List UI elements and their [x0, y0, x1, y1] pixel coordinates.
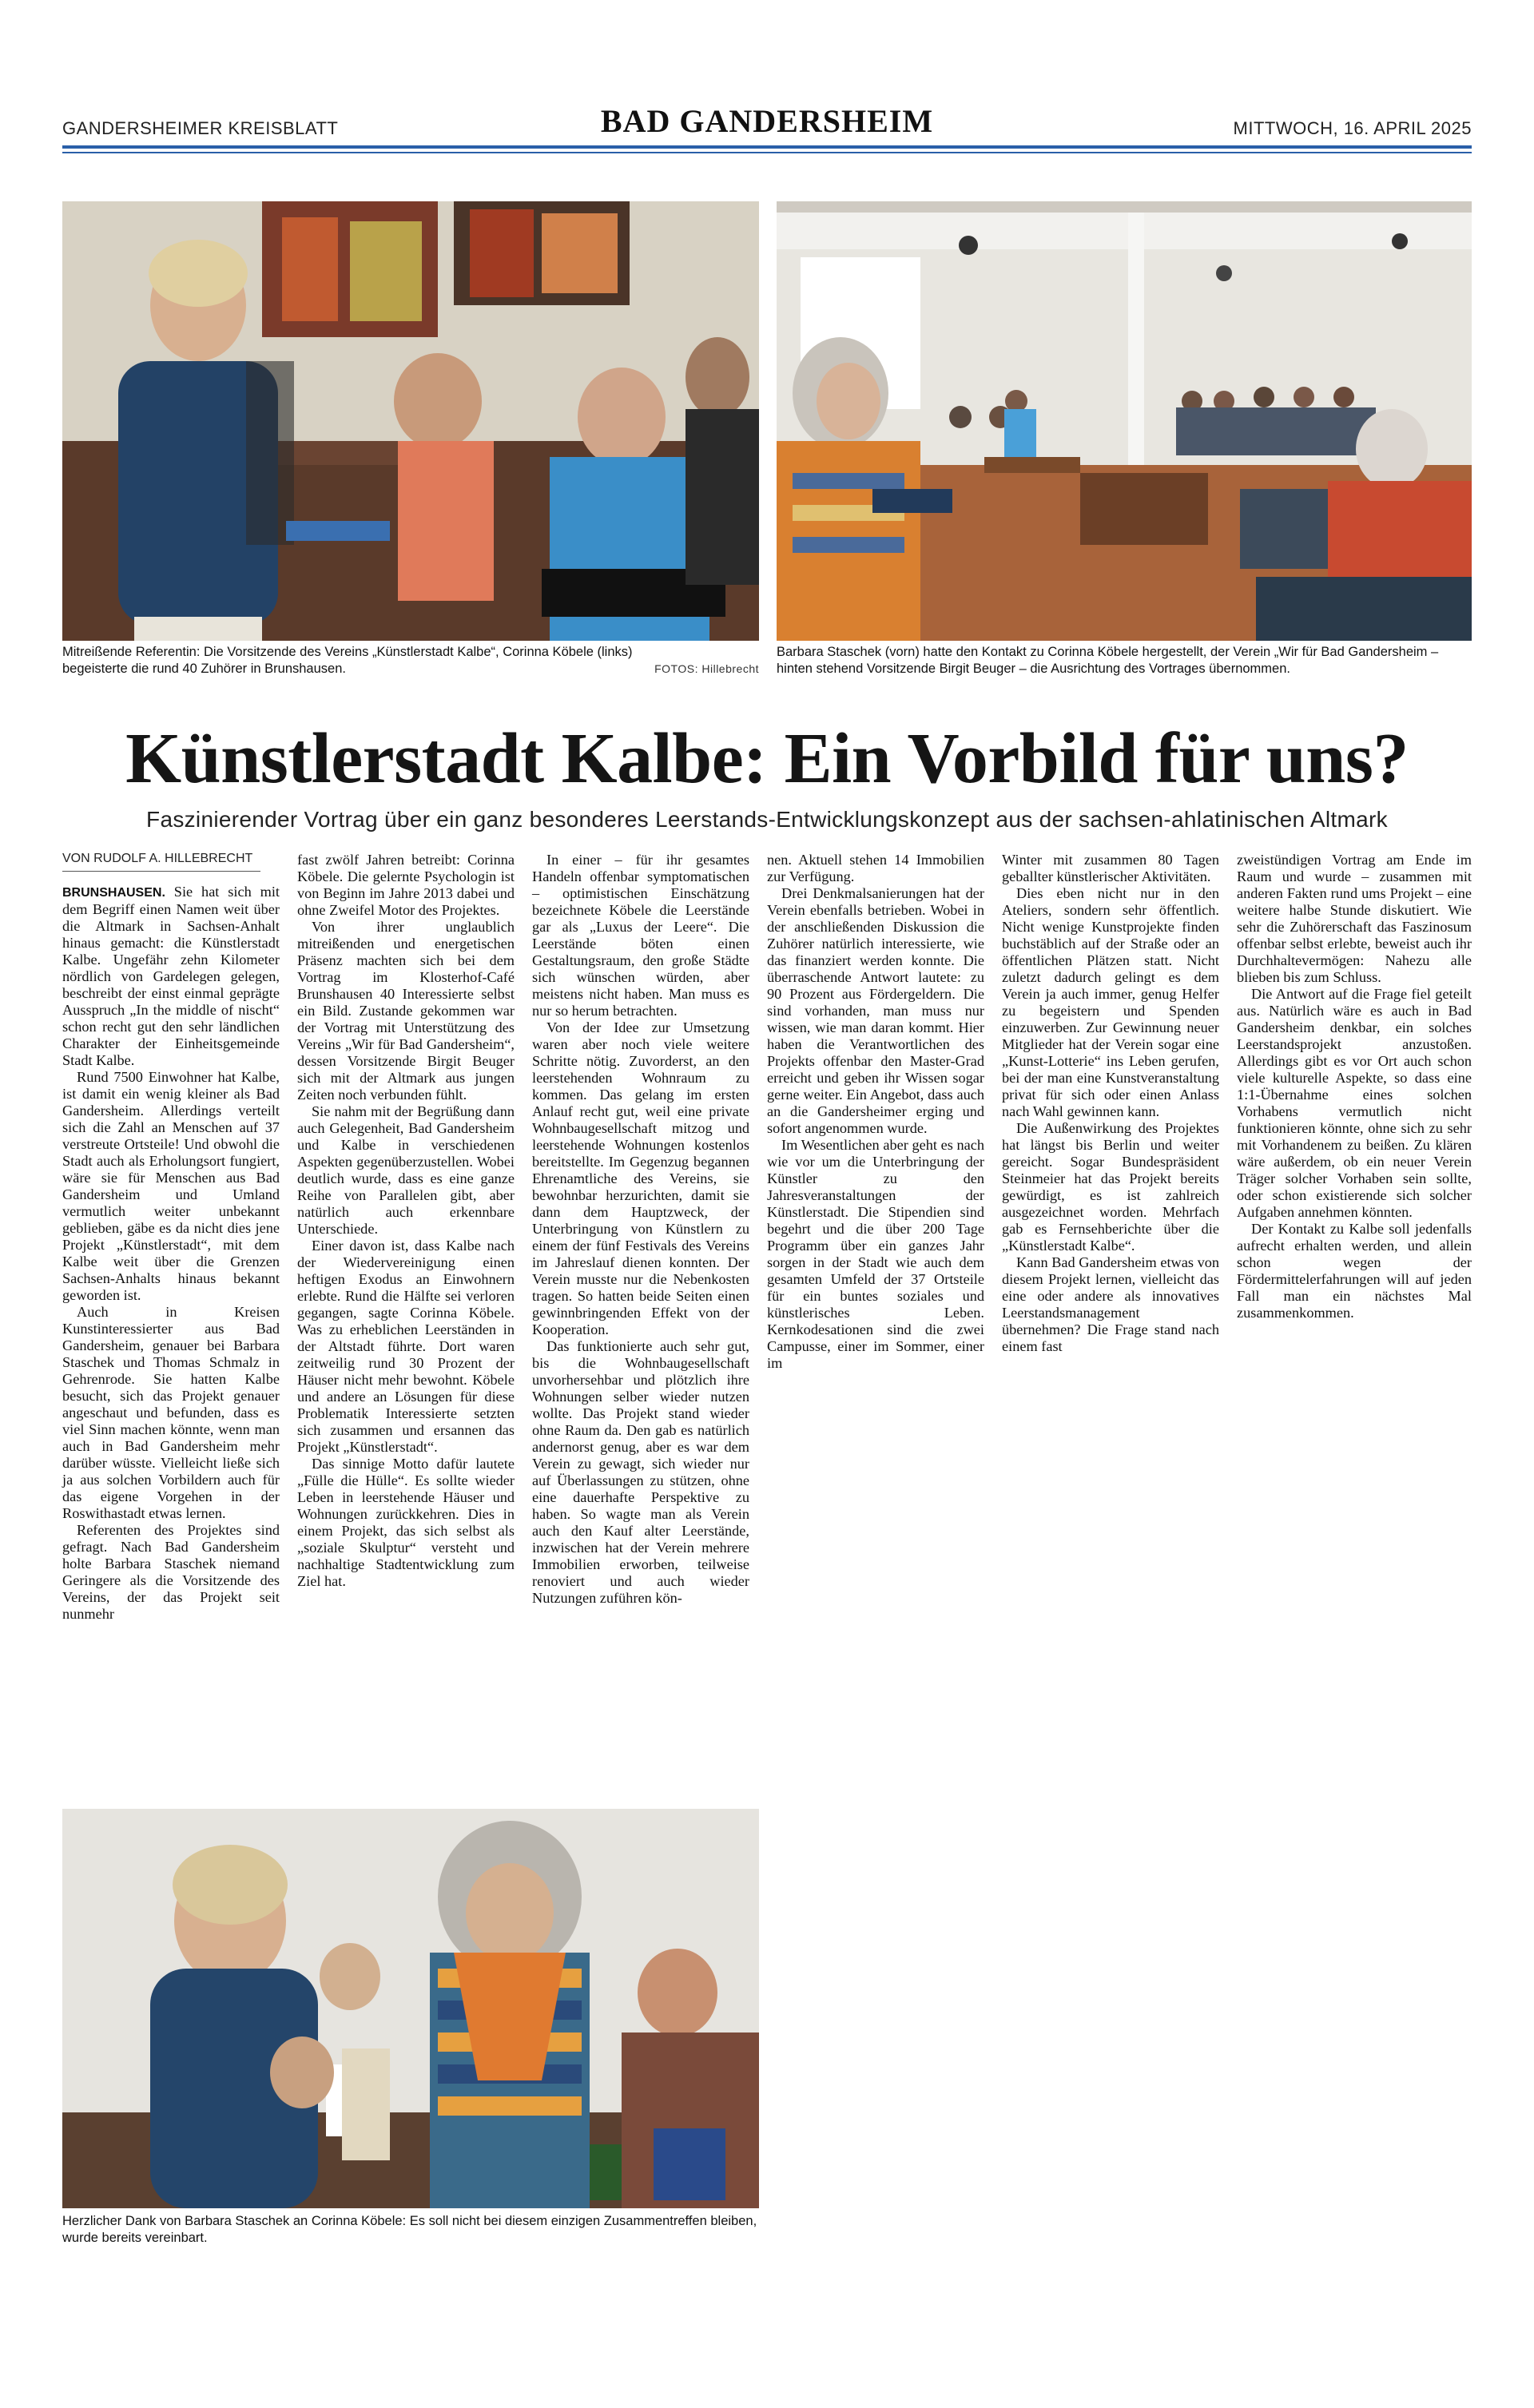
photo-thanks-caption: Herzlicher Dank von Barbara Staschek an Corinna Köbele: Es soll nicht bei diesem einzigen Zusammentreffen bleiben, wurde bereits vereinbart. [62, 2214, 757, 2245]
paragraph: Winter mit zusammen 80 Tagen geballter künstlerischer Aktivitäten. [1002, 852, 1219, 884]
paragraph: Auch in Kreisen Kunstinteressierter aus Bad Gandersheim, genauer bei Barbara Staschek und Thomas Schmalz in Gehrenrode. Sie hatten Kalbe besucht, sich das Projekt genauer angeschaut und befunden, dass es viel Sinn machen könnte, wenn man auch in Bad Gandersheim mehr darüber wüsste. Vielleicht ließe sich ja aus solchen Vorbildern auch für das eigene Vorgehen in der Roswithastadt etwas lernen. [62, 1304, 280, 1521]
paragraph: Die Außenwirkung des Projektes hat längst bis Berlin und weiter gereicht. Sogar Bundespräsident Steinmeier hat das Projekt bereits gewürdigt, es ist zahlreich ausgezeichnet worden. Mehrfach gab es Fernsehberichte über die „Künstlerstadt Kalbe“. [1002, 1120, 1219, 1254]
paragraph: Dies eben nicht nur in den Ateliers, sondern sehr öffentlich. Nicht wenige Kunstprojekte finden buchstäblich auf der Straße oder an öffentlichen Plätzen statt. Nicht zuletzt dadurch gelingt es dem Verein ja auch immer, genug Helfer zu begeistern und Spenden einzuwerben. Zur Gewinnung neuer Mitglieder hat der Verein sogar eine „Kunst-Lotterie“ ins Leben gerufen, bei der man eine Kunstveranstaltung privat für sich oder einen Anlass nach Wahl gewinnen kann. [1002, 885, 1219, 1119]
caption-text: Mitreißende Referentin: Die Vorsitzende des Vereins „Künstlerstadt Kalbe“, Corinna Köbele (links) begeisterte die rund 40 Zuhörer in Brunshausen. [62, 645, 633, 676]
paragraph: Das sinnige Motto dafür lautete „Fülle die Hülle“. Es sollte wieder Leben in leerstehende Häuser und Wohnungen zurückkehren. Dies in einem Projekt, das sich selbst als „soziale Skulptur“ versteht und nachhaltige Stadtentwicklung zum Ziel hat. [297, 1456, 515, 1589]
photo-audience-caption: Barbara Staschek (vorn) hatte den Kontakt zu Corinna Köbele hergestellt, der Verein „Wir für Bad Gandersheim – hinten stehend Vorsitzende Birgit Beuger – die Ausrichtung des Vortrages übernommen. [777, 645, 1439, 676]
masthead-rule-thin [62, 152, 1472, 153]
paragraph: Sie nahm mit der Begrüßung dann auch Gelegenheit, Bad Gandersheim und Kalbe in verschiedenen Aspekten gegenüberzustellen. Wobei deutlich wurde, dass es eine ganze Reihe von Parallelen gibt, aber natürlich auch erkennbare Unterschiede. [297, 1103, 515, 1237]
paragraph: Von ihrer unglaublich mitreißenden und energetischen Präsenz machten sich bei dem Vortrag im Klosterhof-Café Brunshausen 40 Interessierte selbst ein Bild. Zustande gekommen war der Vortrag mit Unterstützung des Vereins „Wir für Bad Gandersheim“, dessen Vorsitzende Birgit Beuger sich mit der Altmark aus jungen Zeiten noch verbunden fühlt. [297, 919, 515, 1103]
photo-thanks [62, 1809, 759, 2208]
dateline: BRUNSHAUSEN. [62, 886, 165, 900]
article-column-6 [1237, 852, 1472, 1321]
paragraph: Einer davon ist, dass Kalbe nach der Wiedervereinigung einen heftigen Exodus an Einwohnern erlebte. Rund die Hälfte sei verloren gegangen, sagte Corinna Köbele. Was zu erheblichen Leerständen in der Altstadt führte. Dort waren zeitweilig rund 30 Prozent der Häuser nicht mehr bewohnt. Köbele und andere an Lösungen für diese Problematik Interessierte setzten sich zusammen und ersannen das Projekt „Künstlerstadt“. [297, 1238, 515, 1455]
photo-credit: FOTOS: Hillebrecht [654, 662, 759, 675]
article-column-3 [532, 852, 749, 1607]
paragraph: In einer – für ihr gesamtes Handeln offenbar symptomatischen – optimistischen Einschätzung bezeichnete Köbele die Leerstände gar als „Luxus der Leere“. Die Leerstände böten einen Gestaltungsraum, den große Städte sich wünschen würden, aber meistens nicht haben. Man muss es nur so herum betrachten. [532, 852, 749, 1019]
paragraph: zweistündigen Vortrag am Ende im Raum und wurde – zusammen mit anderen Fakten rund ums Projekt – eine weitere halbe Stunde diskutiert. Wie sehr die Zuhörerschaft das Faszinosum offenbar selbst erlebte, beweist auch ihr Durchhaltevermögen: Nahezu alle blieben bis zum Schluss. [1237, 852, 1472, 985]
section-title: BAD GANDERSHEIM [600, 103, 934, 139]
paragraph: Kann Bad Gandersheim etwas von diesem Projekt lernen, vielleicht das eine oder andere als innovatives Leerstandsmanagement übernehmen? Die Frage stand nach einem fast [1002, 1254, 1219, 1354]
headline: Künstlerstadt Kalbe: Ein Vorbild für uns? [125, 719, 1409, 798]
paragraph: Im Wesentlichen aber geht es nach wie vor um die Unterbringung der Künstler zu den Jahresveranstaltungen der Künstlerstadt. Die Stipendien sind begehrt und die über 200 Tage Programm über ein ganzes Jahr sorgen in der Stadt wie auch dem gesamten Umfeld der 37 Ortsteile für ein buntes soziales und künstlerisches Leben. Kernkodesationen sind die zwei Campusse, einer im Sommer, einer im [767, 1137, 984, 1371]
article-column-5 [1002, 852, 1219, 1355]
paragraph: Rund 7500 Einwohner hat Kalbe, ist damit ein wenig kleiner als Bad Gandersheim. Allerdings verteilt sich die Zahl an Menschen auf 37 verstreute Ortsteile! Und obwohl die Stadt auch als Erholungsort fungiert, wäre sie für Menschen aus Bad Gandersheim und Umland vermutlich weiter unbekannt geblieben, gäbe es da nicht dies jene Projekt „Künstlerstadt“, mit dem Kalbe weit über die Grenzen Sachsen-Anhalts hinaus bekannt geworden ist. [62, 1069, 280, 1303]
article-column-4 [767, 852, 984, 1372]
issue-date: MITTWOCH, 16. APRIL 2025 [1233, 118, 1472, 138]
photo-speaker [62, 201, 759, 641]
paragraph: BRUNSHAUSEN. Sie hat sich mit dem Begriff einen Namen weit über die Altmark in Sachsen-Anhalt hinaus gemacht: die Künstlerstadt Kalbe. Ungefähr zehn Kilometer nördlich von Gardelegen gelegen, beschreibt der einst einmal geprägte Ausspruch „In the middle of nischt“ schon recht gut den sehr ländlichen Charakter der Einheitsgemeinde Stadt Kalbe. [62, 884, 280, 1068]
photo-speaker-caption [62, 644, 759, 677]
paragraph: fast zwölf Jahren betreibt: Corinna Köbele. Die gelernte Psychologin ist von Beginn im Jahre 2013 dabei und ohne Zweifel Motor des Projektes. [297, 852, 515, 918]
paragraph: Referenten des Projektes sind gefragt. Nach Bad Gandersheim holte Barbara Staschek niemand Geringere als die Vorsitzende des Vereins, der das Projekt seit nunmehr [62, 1522, 280, 1622]
paragraph: Das funktionierte auch sehr gut, bis die Wohnbaugesellschaft unvorhersehbar und plötzlich ihre Wohnungen selber wieder nutzen wollte. Das Projekt stand wieder ohne Raum da. Den gab es natürlich andernorst genug, aber es war dem Verein zu gewagt, sich wieder nur auf Überlassungen zu stützen, ohne eine dauerhafte Perspektive zu haben. So wagte man als Verein auch den Kauf alter Leerstände, inzwischen hat der Verein mehrere Immobilien erworben, teilweise renoviert und auch wieder Nutzungen zuführen kön- [532, 1338, 749, 1606]
article-column-2 [297, 852, 515, 1590]
newspaper-name: GANDERSHEIMER KREISBLATT [62, 118, 339, 138]
paragraph: Der Kontakt zu Kalbe soll jedenfalls aufrecht erhalten werden, und allein schon wegen der Fördermittelerfahrungen will auf jeden Fall man ein nächstes Mal zusammenkommen. [1237, 1221, 1472, 1321]
paragraph: nen. Aktuell stehen 14 Immobilien zur Verfügung. [767, 852, 984, 884]
subheadline: Faszinierender Vortrag über ein ganz besonderes Leerstands-Entwicklungskonzept aus der sachsen-ahlatinischen Altmark [146, 807, 1388, 832]
paragraph: Von der Idee zur Umsetzung waren aber noch viele weitere Schritte nötig. Zuvorderst, an den leerstehenden Wohnraum zu kommen. Das gelang im ersten Anlauf recht gut, weil eine private Wohnbaugesellschaft mitzog und leerstehende Wohnungen kostenlos bereitstellte. Im Gegenzug begannen Ehrenamtliche des Vereins, sie bewohnbar herzurichten, damit sie dann dem Hauptzweck, der Unterbringung von Künstlern zu einem der fünf Festivals des Vereins im Jahreslauf dienen konnten. Der Verein musste nur die Nebenkosten tragen. So hatten beide Seiten einen gewinnbringenden Effekt von der Kooperation. [532, 1019, 749, 1337]
paragraph: Drei Denkmalsanierungen hat der Verein ebenfalls betrieben. Wobei in der anschließenden Diskussion die Zuhörer natürlich interessierte, wie das finanziert werden konnte. Die überraschende Antwort lautete: zu 90 Prozent aus Fördergeldern. Die sind vorhanden, man muss nur wissen, wie man daran kommt. Hier haben die Verantwortlichen des Projekts offenbar den Master-Grad erreicht und geben ihr Wissen sogar gerne weiter. Ein Angebot, dass auch an die Gandersheimer erging und sofort angenommen wurde. [767, 885, 984, 1136]
masthead-rule [62, 145, 1472, 149]
photo-audience [777, 201, 1472, 641]
paragraph: Die Antwort auf die Frage fiel geteilt aus. Natürlich wäre es auch in Bad Gandersheim denkbar, ein solches Leerstandsprojekt anzustoßen. Allerdings gibt es vor Ort auch schon viele kulturelle Aspekte, so dass eine 1:1-Übernahme eines solchen Vorhabens vermutlich nicht funktionieren könnte, ohne sich zu sehr mit Vorhandenem zu beißen. Zu klären wäre außerdem, ob ein neuer Verein Träger solcher Vorhaben sein sollte, oder schon existierende sich solcher Aufgaben annehmen könnten. [1237, 986, 1472, 1220]
byline: VON RUDOLF A. HILLEBRECHT [62, 852, 260, 872]
article-column-1 [62, 884, 280, 1623]
